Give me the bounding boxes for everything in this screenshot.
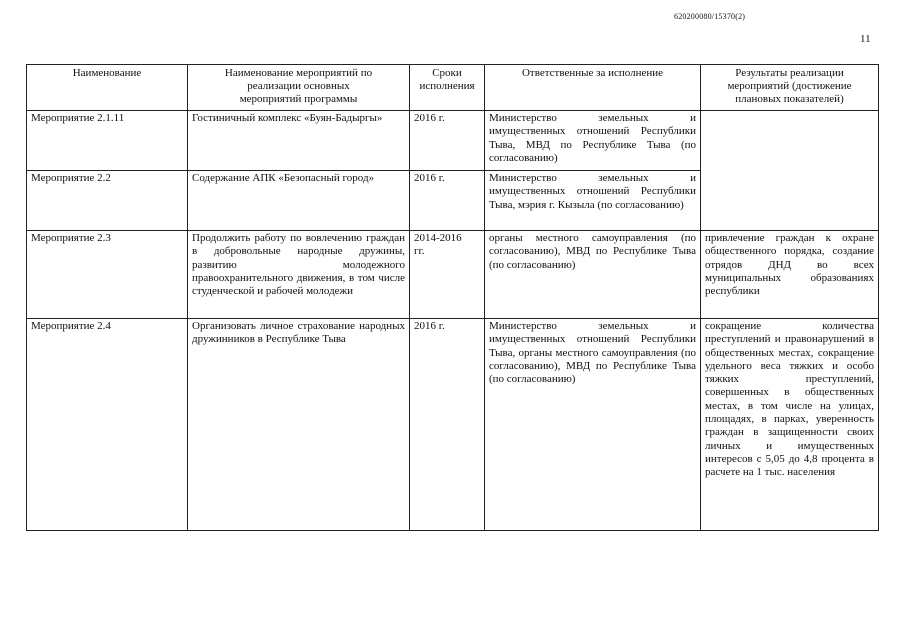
row-period: 2016 г. xyxy=(410,319,485,531)
row-activity: Продолжить работу по вовлечению граждан в добровольные народные дружины, развитию молодежного правоохранительного движения, в том числе студенческой и рабочей молодежи xyxy=(188,231,410,319)
table-header-row xyxy=(27,65,879,111)
row-responsible: Министерство земельных и имущественных отношений Республики Тыва, МВД по Республике Тыва (по согласованию) xyxy=(485,111,701,171)
table-row xyxy=(27,231,879,319)
activities-table xyxy=(26,64,879,531)
row-name: Мероприятие 2.1.11 xyxy=(27,111,188,171)
column-header-period: Сроки исполнения xyxy=(410,65,485,111)
row-activity: Гостиничный комплекс «Буян-Бадыргы» xyxy=(188,111,410,171)
table-row xyxy=(27,111,879,171)
column-header-responsible: Ответственные за исполнение xyxy=(485,65,701,111)
column-header-name: Наименование xyxy=(27,65,188,111)
row-activity: Организовать личное страхование народных дружинников в Республике Тыва xyxy=(188,319,410,531)
row-period: 2016 г. xyxy=(410,171,485,231)
row-period: 2016 г. xyxy=(410,111,485,171)
column-header-activity: Наименование мероприятий по реализации основных мероприятий программы xyxy=(188,65,410,111)
document-code: 620200080/15370(2) xyxy=(674,12,746,21)
row-name: Мероприятие 2.2 xyxy=(27,171,188,231)
page-number: 11 xyxy=(860,33,871,45)
row-period: 2014-2016 гг. xyxy=(410,231,485,319)
row-results xyxy=(701,111,879,231)
column-header-results: Результаты реализации мероприятий (достижение плановых показателей) xyxy=(701,65,879,111)
row-name: Мероприятие 2.3 xyxy=(27,231,188,319)
table-row xyxy=(27,319,879,531)
row-responsible: органы местного самоуправления (по согласованию), МВД по Республике Тыва (по согласованию) xyxy=(485,231,701,319)
row-responsible: Министерство земельных и имущественных отношений Республики Тыва, органы местного самоуправления (по согласованию), МВД по Республике Тыва (по согласованию) xyxy=(485,319,701,531)
row-results: привлечение граждан к охране общественного порядка, создание отрядов ДНД во всех муниципальных образованиях республики xyxy=(701,231,879,319)
row-activity: Содержание АПК «Безопасный город» xyxy=(188,171,410,231)
row-results: сокращение количества преступлений и правонарушений в общественных местах, сокращение удельного веса тяжких и особо тяжких преступлений, совершенных в общественных местах, в том числе на улицах, площадях, в парках, уверенность граждан в защищенности своих личных и имущественных интересов с 5,05 до 4,8 процента в расчете на 1 тыс. населения xyxy=(701,319,879,531)
row-name: Мероприятие 2.4 xyxy=(27,319,188,531)
row-responsible: Министерство земельных и имущественных отношений Республики Тыва, мэрия г. Кызыла (по согласованию) xyxy=(485,171,701,231)
